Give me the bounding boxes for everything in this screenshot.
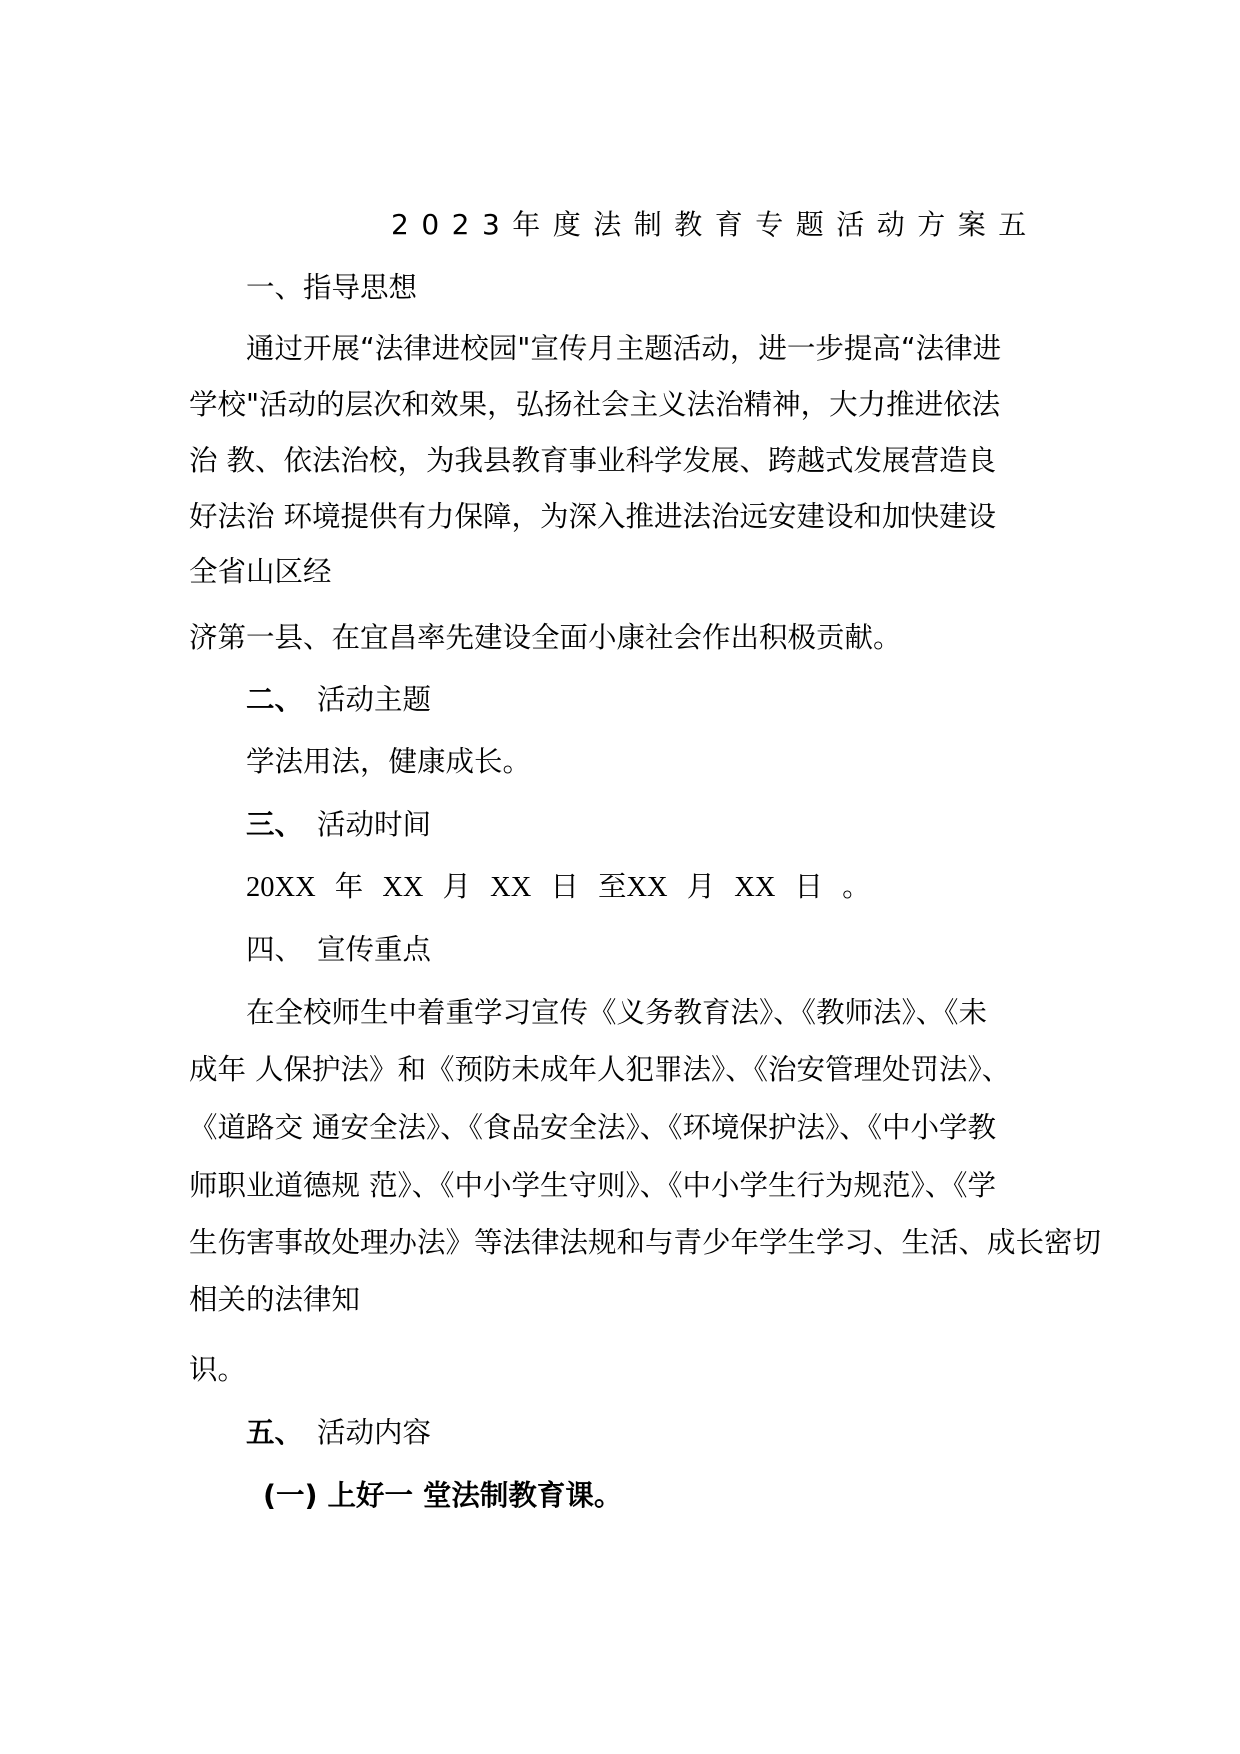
- paragraph-line: 全省山区经: [189, 555, 332, 588]
- paragraph-line: 识。: [189, 1353, 247, 1386]
- section-title: 指导思想: [303, 271, 418, 304]
- document-title: 2023年度法制教育专题活动方案五: [391, 208, 1039, 241]
- paragraph-line: 治 教、依法治校，为我县教育事业科学发展、跨越式发展营造良: [189, 444, 997, 477]
- date-unit: 日: [794, 870, 824, 903]
- paragraph-line: 学校"活动的层次和效果，弘扬社会主义法治精神，大力推进依法: [189, 388, 1001, 421]
- section-number: 三、: [246, 808, 304, 841]
- paragraph-line: 学法用法，健康成长。: [246, 745, 532, 778]
- date-year: 20XX: [246, 872, 316, 903]
- section-title: 宣传重点: [317, 933, 432, 966]
- section-heading-1: [246, 268, 417, 308]
- paragraph-line: 《道路交 通安全法》、《食品安全法》、《环境保护法》、《中小学教: [189, 1111, 997, 1144]
- section-heading-2: [246, 680, 431, 720]
- paragraph-line: 师职业道德规 范》、《中小学生守则》、《中小学生行为规范》、《学: [189, 1169, 997, 1202]
- date-period: 。: [842, 870, 871, 903]
- sub-item: (一) 上好一 堂法制教育课。: [263, 1479, 623, 1512]
- section-number: 四、: [246, 933, 304, 966]
- date-connector: 至: [597, 870, 627, 903]
- section-number: 五、: [246, 1416, 304, 1449]
- activity-date: [246, 867, 871, 908]
- section-title: 活动主题: [317, 683, 432, 716]
- paragraph-line: 通过开展“法律进校园"宣传月主题活动，进一步提高“法律进: [246, 332, 1002, 365]
- paragraph-line: 相关的法律知: [189, 1283, 361, 1316]
- paragraph-line: 好法治 环境提供有力保障，为深入推进法治远安建设和加快建设: [189, 500, 997, 533]
- date-value: XX: [626, 872, 668, 903]
- section-number: 二、: [246, 683, 304, 716]
- date-unit: 日: [550, 870, 579, 903]
- section-title: 活动内容: [317, 1416, 432, 1449]
- date-unit: 年: [334, 870, 364, 903]
- section-title: 活动时间: [317, 808, 432, 841]
- section-heading-4: [246, 930, 431, 970]
- paragraph-line: 成年 人保护法》和《预防未成年人犯罪法》、《治安管理处罚法》、: [189, 1053, 1011, 1086]
- paragraph-line: 生伤害事故处理办法》等法律法规和与青少年学生学习、生活、成长密切: [189, 1226, 1102, 1259]
- paragraph-line: 在全校师生中着重学习宣传《义务教育法》、《教师法》、《未: [246, 996, 988, 1029]
- date-unit: 月: [442, 870, 472, 903]
- section-number: 一、: [246, 271, 304, 304]
- section-heading-5: [246, 1413, 431, 1453]
- date-unit: 月: [686, 870, 716, 903]
- date-value: XX: [734, 872, 776, 903]
- date-value: XX: [490, 872, 532, 903]
- date-value: XX: [382, 872, 424, 903]
- paragraph-line: 济第一县、在宜昌率先建设全面小康社会作出积极贡献。: [189, 621, 902, 654]
- section-heading-3: [246, 805, 431, 845]
